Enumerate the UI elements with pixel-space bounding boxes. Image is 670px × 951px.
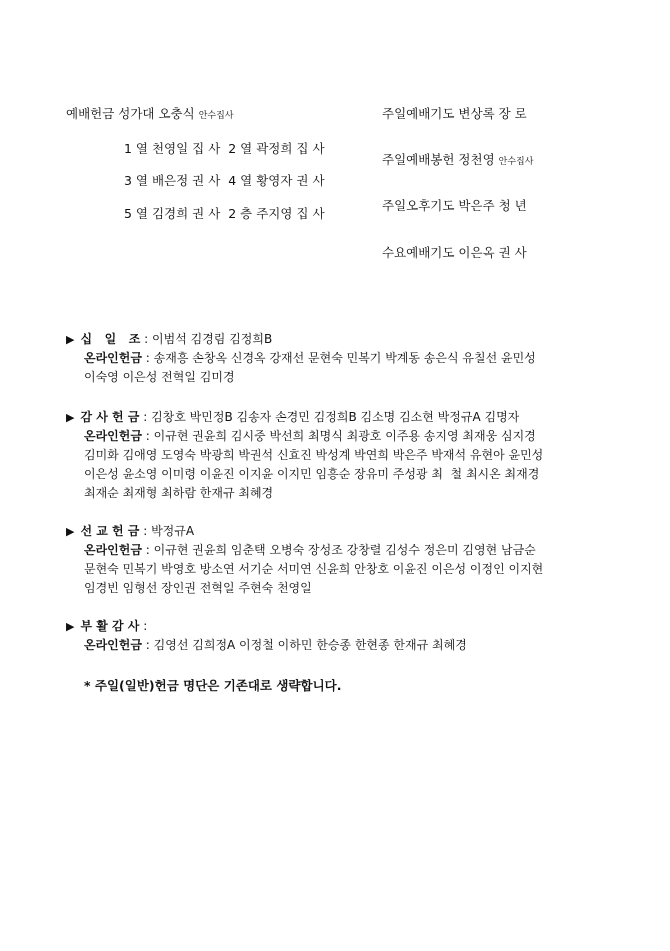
right-row-3-text: 주일오후기도 박은주 청 년 (382, 198, 527, 213)
tithe-online-colon: : (145, 351, 150, 365)
bullet-triangle-icon: ▶ (66, 620, 75, 633)
choir-row-3: 5 열 김경희 권 사 2 층 주지영 집 사 (124, 206, 325, 221)
tithe-online-line-1: 송재흥 손창옥 신경옥 강재선 문현숙 민복기 박계동 송은식 유칠선 윤민성 (153, 351, 536, 365)
thanks-online-colon: : (145, 429, 150, 443)
right-row-1 (382, 104, 527, 122)
mission-online-colon: : (145, 543, 150, 557)
mission-online-line-2: 문현숙 민복기 박영호 방소연 서기순 서미연 신윤희 안창호 이윤진 이은성 이정인 이지현 (84, 562, 544, 576)
mission-online-line-3: 임경빈 임형선 장인권 전혁일 주현숙 천영일 (84, 581, 312, 595)
bullet-triangle-icon: ▶ (66, 525, 75, 538)
thanks-online-line (66, 427, 626, 446)
choir-row-2: 3 열 배은정 권 사 4 열 황영자 권 사 (124, 173, 325, 188)
easter-section (66, 617, 626, 655)
thanks-online-line-1: 이규현 권윤희 김시중 박선희 최명식 최광호 이주용 송지영 최재웅 심지경 (153, 429, 536, 443)
tithe-header-line (66, 330, 626, 349)
thanks-online-line-2: 김미화 김애영 도영숙 박광희 박권석 신효진 박성계 박연희 박은주 박재석 유현아 윤민성 (84, 448, 544, 462)
right-row-1-text: 주일예배기도 변상록 장 로 (382, 106, 527, 121)
right-row-3 (382, 196, 527, 214)
thanks-label: 감 사 헌 금 (80, 410, 140, 424)
thanks-colon: : (143, 410, 148, 424)
easter-online-line-1: 김영선 김희정A 이정철 이하민 한승종 한현종 한재규 최혜경 (153, 638, 467, 652)
thanks-online-label: 온라인헌금 (84, 429, 142, 443)
tithe-online-line (66, 349, 626, 368)
choir-row-1: 1 열 천영일 집 사 2 열 곽정희 집 사 (124, 141, 325, 156)
right-row-2-small: 안수집사 (498, 157, 534, 167)
choir-offering-title-small: 안수집사 (198, 111, 234, 121)
tithe-online-label: 온라인헌금 (84, 351, 142, 365)
tithe-colon: : (144, 332, 149, 346)
thanks-header-line (66, 408, 626, 427)
mission-online-line (66, 541, 626, 560)
mission-online-line-1: 이규현 권윤희 임춘택 오병숙 장성조 강창렬 김성수 정은미 김영현 남금순 (153, 543, 536, 557)
thanks-section (66, 408, 626, 503)
easter-colon: : (143, 619, 148, 633)
right-row-4 (382, 243, 527, 261)
choir-offering-label: 예배헌금 성가대 오충식 (66, 106, 195, 121)
tithe-label: 십 일 조 (80, 332, 141, 346)
thanks-online-line-4: 최재순 최재형 최하람 한재규 최혜경 (84, 486, 274, 500)
tithe-names: 이범석 김경림 김정희B (152, 332, 273, 346)
mission-section (66, 522, 626, 598)
tithe-section (66, 330, 626, 387)
thanks-online-line-3: 이은성 윤소영 이미령 이윤진 이지윤 이지민 임흥순 장유미 주성광 최 철 최시온 최재경 (84, 467, 540, 481)
easter-online-colon: : (145, 638, 150, 652)
thanks-names: 김창호 박민정B 김송자 손경민 김정희B 김소명 김소현 박정규A 김명자 (151, 410, 520, 424)
mission-header-line (66, 522, 626, 541)
mission-label: 선 교 헌 금 (80, 524, 140, 538)
easter-label: 부 활 감 사 (80, 619, 140, 633)
right-row-2-text: 주일예배봉헌 정천영 (382, 152, 495, 167)
mission-online-label: 온라인헌금 (84, 543, 142, 557)
bullet-triangle-icon: ▶ (66, 333, 75, 346)
omission-note: * 주일(일반)헌금 명단은 기존대로 생략합니다. (84, 678, 342, 693)
tithe-online-line-2: 이숙영 이은성 전혁일 김미경 (84, 370, 235, 384)
right-row-4-text: 수요예배기도 이은옥 권 사 (382, 245, 527, 260)
easter-header-line (66, 617, 626, 636)
right-row-2 (382, 150, 533, 168)
bullet-triangle-icon: ▶ (66, 411, 75, 424)
mission-names: 박정규A (151, 524, 195, 538)
choir-offering-header (66, 104, 233, 122)
easter-online-label: 온라인헌금 (84, 638, 142, 652)
mission-colon: : (143, 524, 148, 538)
easter-online-line (66, 636, 626, 655)
